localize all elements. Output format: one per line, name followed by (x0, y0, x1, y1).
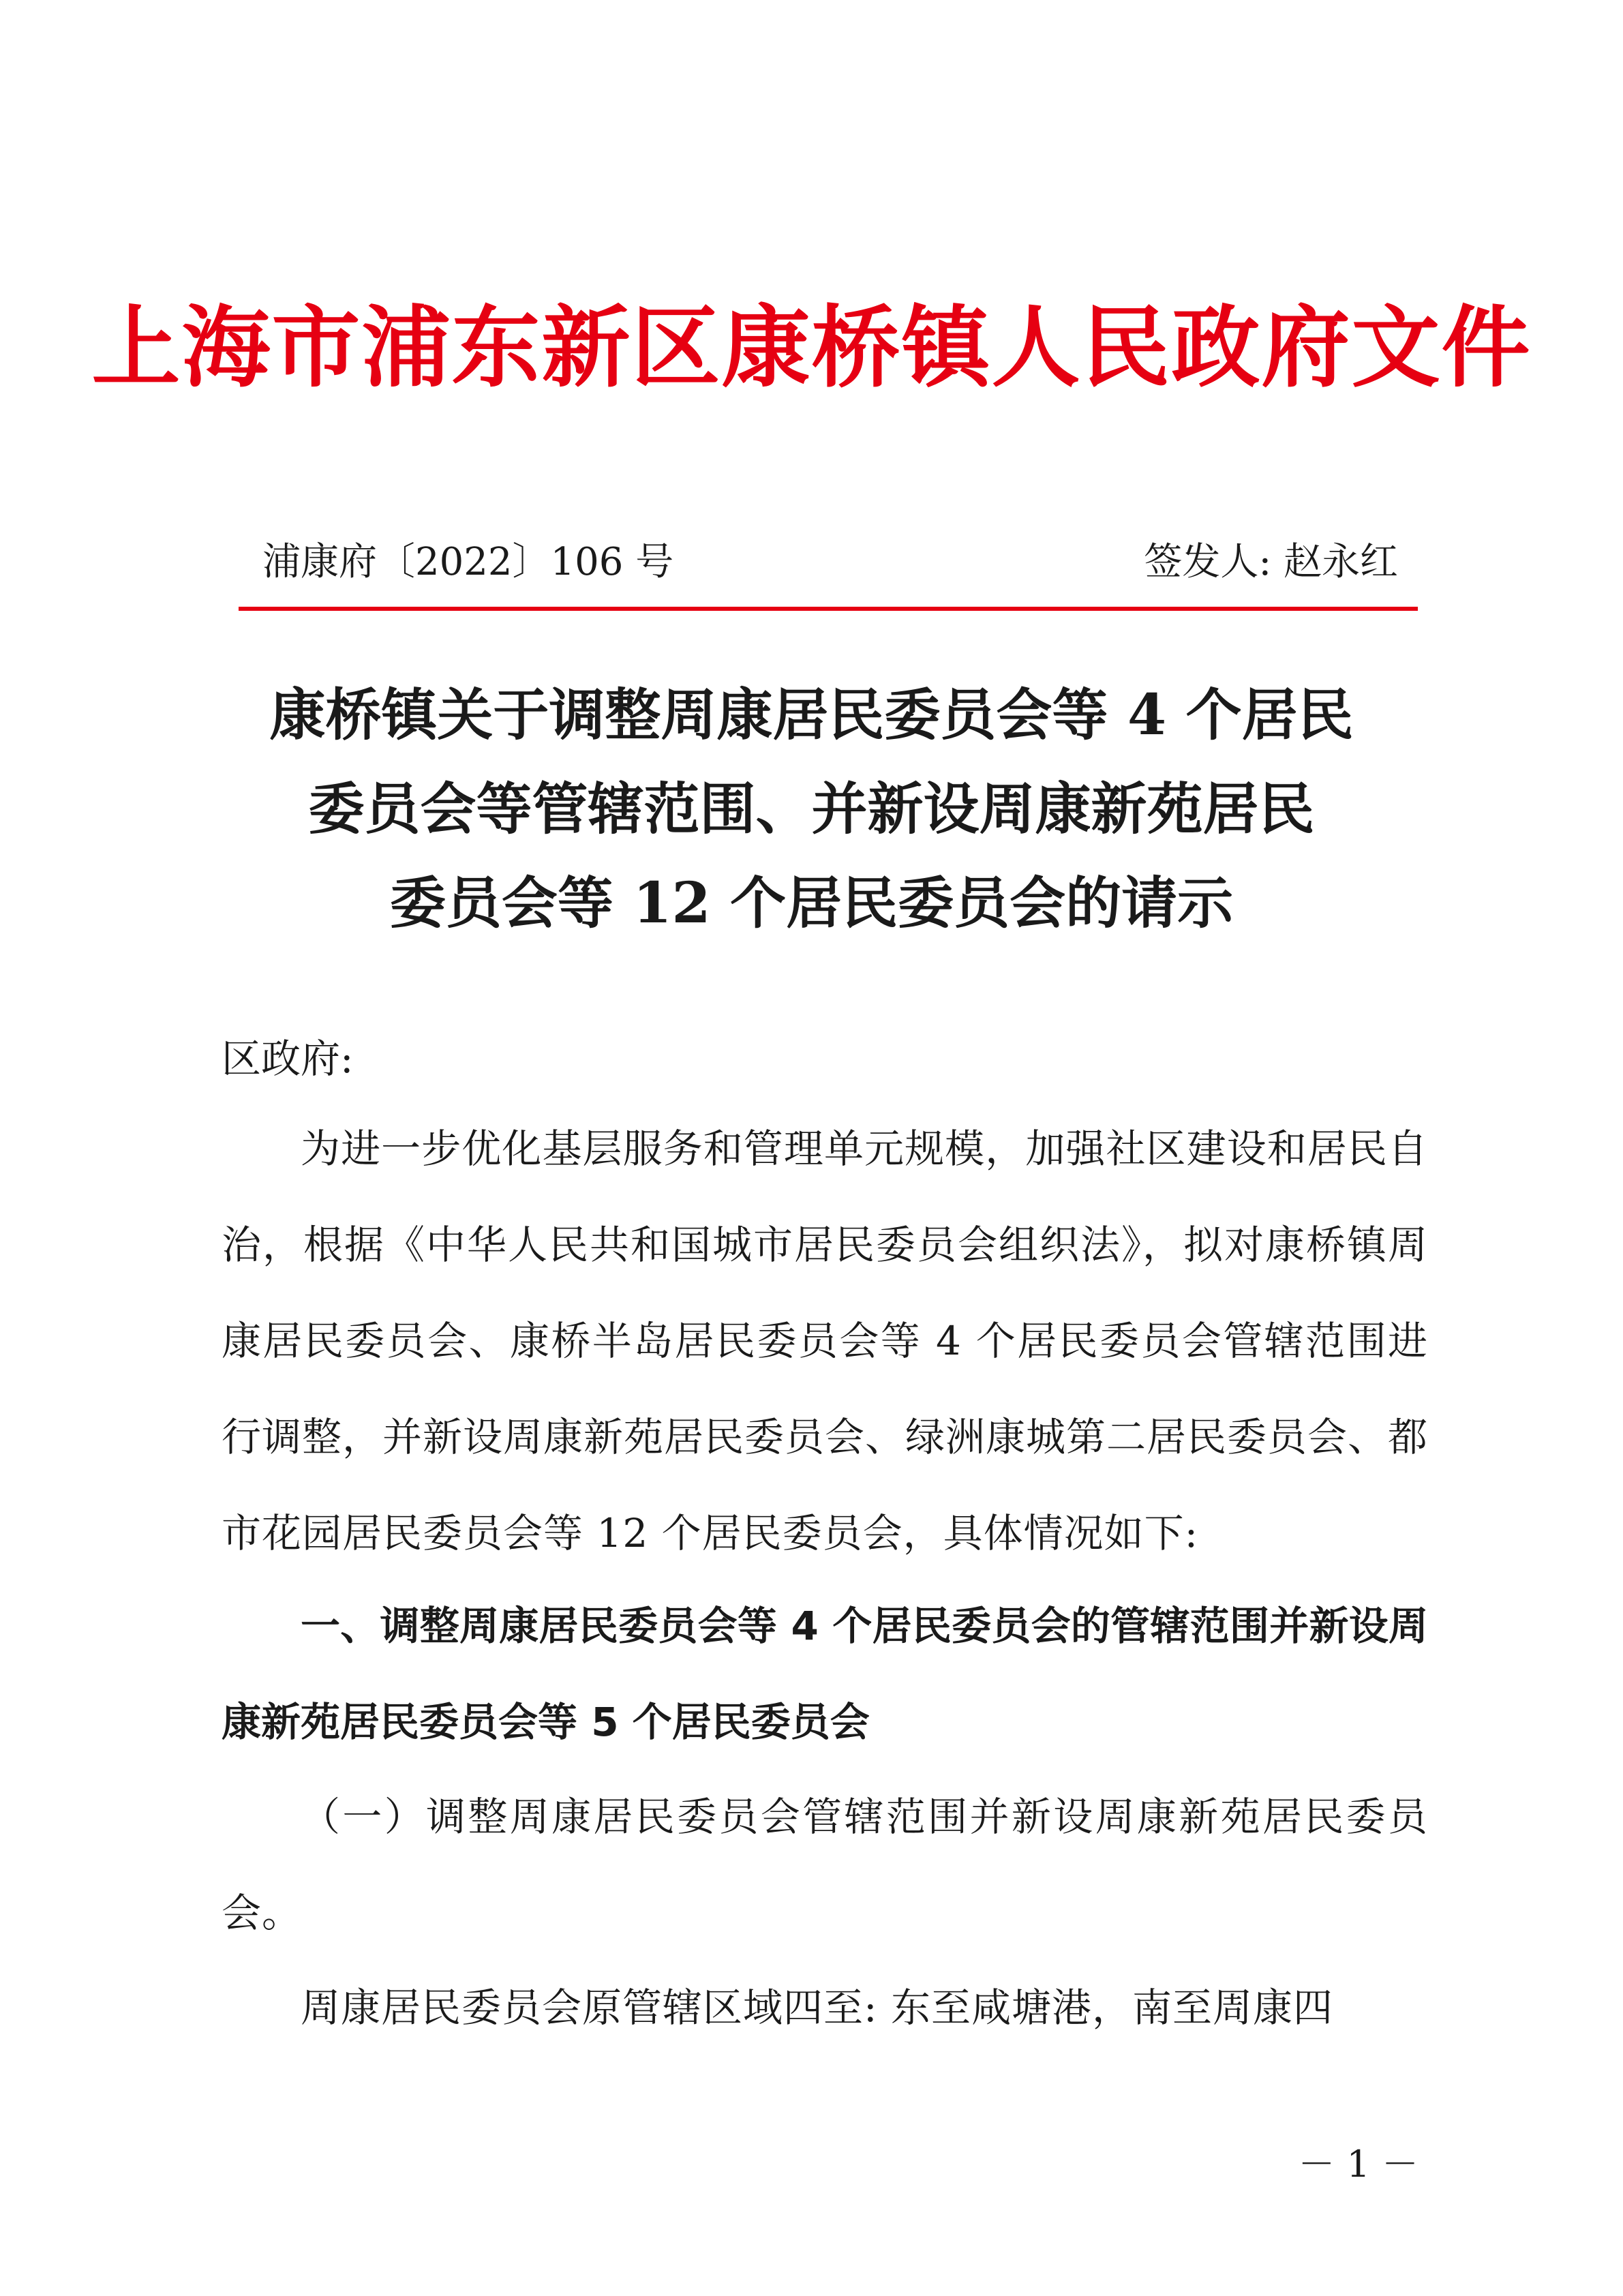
subject-line-3: 委员会等 12 个居民委员会的请示 (389, 871, 1234, 936)
signer-label: 签发人: (1144, 540, 1272, 584)
boundary-text: 周康居民委员会原管辖区域四至: 东至咸塘港，南至周康四 (301, 1984, 1333, 2031)
subsection-1-text: （一）调整周康居民委员会管辖范围并新设周康新苑居民委员会。 (222, 1794, 1428, 1936)
header-divider (239, 607, 1418, 611)
document-header-title: 上海市浦东新区康桥镇人民政府文件 (91, 295, 1532, 399)
subject-line-2: 委员会等管辖范围、并新设周康新苑居民 (308, 776, 1315, 842)
intro-paragraph (222, 1101, 1428, 1582)
page-number: － 1 － (1298, 2143, 1419, 2186)
signer (1144, 535, 1398, 590)
signer-name: 赵永红 (1284, 540, 1398, 584)
addressee: 区政府: (222, 1036, 354, 1082)
boundary-paragraph (222, 1960, 1428, 2056)
section-1-heading: 一、调整周康居民委员会等 4 个居民委员会的管辖范围并新设周康新苑居民委员会等 5 个居民委员会 (222, 1603, 1428, 1745)
document-subject (204, 668, 1419, 950)
subject-line-1: 康桥镇关于调整周康居民委员会等 4 个居民 (269, 682, 1354, 748)
document-number: 浦康府〔2022〕106 号 (262, 540, 674, 584)
intro-text: 为进一步优化基层服务和管理单元规模，加强社区建设和居民自治，根据《中华人民共和国城市居民委员会组织法》，拟对康桥镇周康居民委员会、康桥半岛居民委员会等 4 个居民委员会管辖范围进行调整，并新设周康新苑居民委员会、绿洲康城第二居民委员会、都市花园居民委员会等 12 个居民委员会，具体情况如下: (222, 1126, 1429, 1556)
subsection-1-paragraph (222, 1769, 1428, 1961)
